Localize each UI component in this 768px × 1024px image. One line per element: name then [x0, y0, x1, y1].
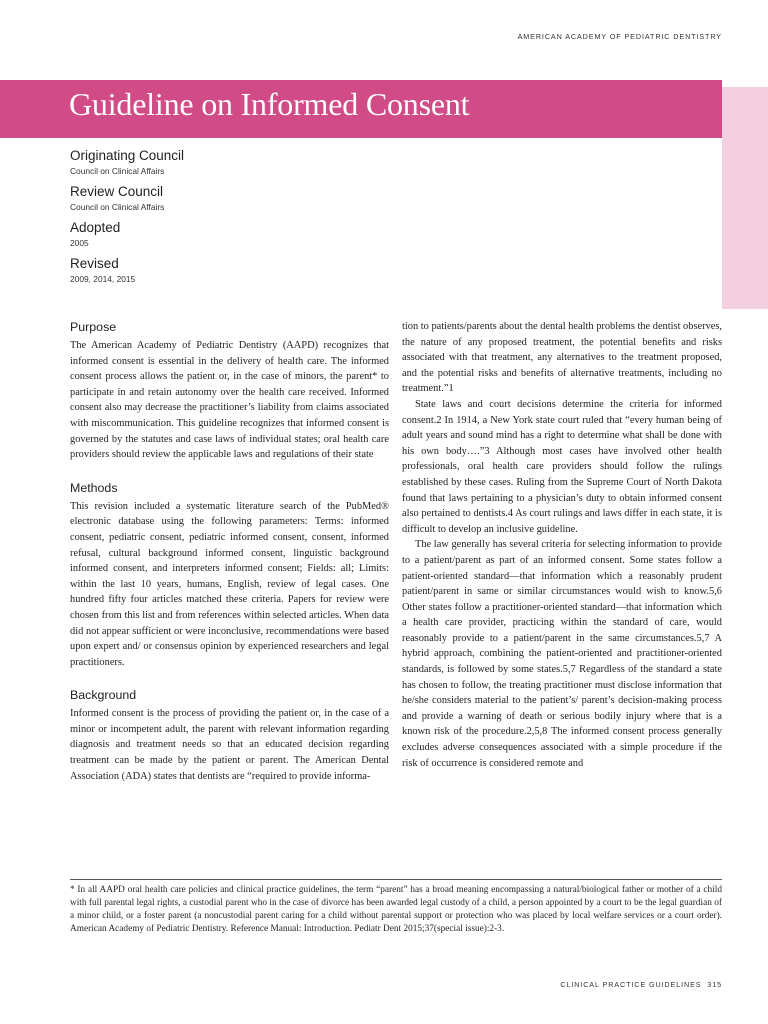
meta-review-council — [70, 182, 670, 213]
footnote: * In all AAPD oral health care policies and clinical practice guidelines, the term “parent” has a broad meaning encompassing a natural/biological father or mother of a child with full parental legal rights, a custodial parent who in the case of divorce has been awarded legal custody of a child, a person appointed by a court to be the legal guardian of a minor child, or a foster parent (a noncustodial parent caring for a child without parental support or protection who was placed by local welfare services or a court order). American Academy of Pediatric Dentistry. Reference Manual: Introduction. Pediatr Dent 2015;37(special issue):2-3. — [70, 885, 722, 934]
right-column — [402, 319, 722, 771]
background-paragraph: Informed consent is the process of providing the patient or, in the case of a minor or incompetent adult, the parent with relevant information regarding diagnosis and treatment needs so that an educated decision regarding treatment can be made by the patient or parent. The American Dental Association (ADA) states that dentists are “required to provide informa- — [70, 708, 389, 782]
section-heading-methods: Methods — [70, 480, 118, 495]
page-number: 315 — [707, 980, 722, 989]
meta-label: Revised — [70, 256, 119, 271]
meta-value: Council on Clinical Affairs — [70, 166, 165, 176]
running-foot-label: CLINICAL PRACTICE GUIDELINES — [560, 980, 702, 989]
section-heading-background: Background — [70, 688, 137, 703]
running-foot — [560, 980, 722, 989]
meta-value: Council on Clinical Affairs — [70, 202, 165, 212]
running-head: AMERICAN ACADEMY OF PEDIATRIC DENTISTRY — [517, 32, 722, 41]
meta-originating-council — [70, 146, 670, 177]
meta-value: 2005 — [70, 238, 89, 248]
body-paragraph: State laws and court decisions determine the criteria for informed consent.2 In 1914, a New York state court ruled that “every human being of adult years and sound mind has a right to determine what shall be done with his own body….”3 Although most cases have involved other health professionals, oral health care providers should follow the rulings established by these cases. Ruling from the Supreme Court of North Dakota found that laws pertaining to a physician’s duty to obtain informed consent also pertained to dentists.4 As court rulings and laws differ in each state, it is difficult to develop an inclusive guideline. — [402, 398, 722, 535]
title-band-light — [722, 87, 768, 138]
meta-label: Review Council — [70, 184, 164, 199]
meta-value: 2009, 2014, 2015 — [70, 274, 136, 284]
methods-paragraph: This revision included a systematic literature search of the PubMed® electronic database using the following parameters: Terms: informed consent, pediatric consent, pediatric informed consent, consent, informed refusal, cultural background informed consent, linguistic background informed consent, and interpreters informed consent; Fields: all; Limits: within the last 10 years, humans, English, review of legal cases. One hundred fifty four articles matched these criteria. Papers for review were chosen from this list and from references within selected articles. When data did not appear sufficient or were inconclusive, recommendations were based upon expert and/ or consensus opinion by experienced researchers and legal practitioners. — [70, 500, 389, 668]
body-paragraph: The law generally has several criteria for selecting information to provide to a patient/parent as part of an informed consent. Some states follow a patient-oriented standard—that information which a reasonably prudent patient/parent in same or similar circumstances would wish to know.5,6 Other states follow a practitioner-oriented standard—that information which a health care provider, practicing within the standard of care, would reasonably provide to a patient/parent in the same circumstances.5,7 A hybrid approach, combining the patient-oriented and practitioner-oriented standards, is followed by some states.5,7 Regardless of the standard a state has chosen to follow, the treating practitioner must disclose information that he/she considers material to the patient’s/ parent’s decision-making process and provide a warning of death or serious bodily injury where that is a known risk of the procedure.2,5,8 The informed consent process generally excludes adverse consequences associated with a simple procedure if the risk of occurrence is considered remote and — [402, 539, 722, 769]
meta-label: Adopted — [70, 220, 121, 235]
footnote-divider — [70, 879, 722, 880]
left-column — [70, 319, 389, 784]
meta-adopted — [70, 218, 670, 249]
purpose-paragraph: The American Academy of Pediatric Dentistry (AAPD) recognizes that informed consent is essential in the delivery of health care. The informed consent process allows the patient or, in the case of minors, the parent* to participate in and retain autonomy over the health care received. Informed consent also may decrease the practitioner’s liability from claims associated with miscommunication. This guideline recognizes that informed consent is governed by the statutes and case laws of individual states; oral health care providers should review the applicable laws and regulations of their state — [70, 340, 389, 461]
meta-info — [70, 146, 670, 290]
page-title: Guideline on Informed Consent — [69, 86, 470, 122]
body-paragraph: tion to patients/parents about the dental health problems the dentist observes, the nature of any proposed treatment, the potential benefits and risks associated with that treatment, any alternatives to the treatment proposed, and the potential risks and benefits of alternative treatments, including no treatment.”1 — [402, 321, 723, 395]
meta-revised — [70, 254, 670, 285]
section-heading-purpose: Purpose — [70, 320, 117, 334]
meta-label: Originating Council — [70, 148, 185, 163]
